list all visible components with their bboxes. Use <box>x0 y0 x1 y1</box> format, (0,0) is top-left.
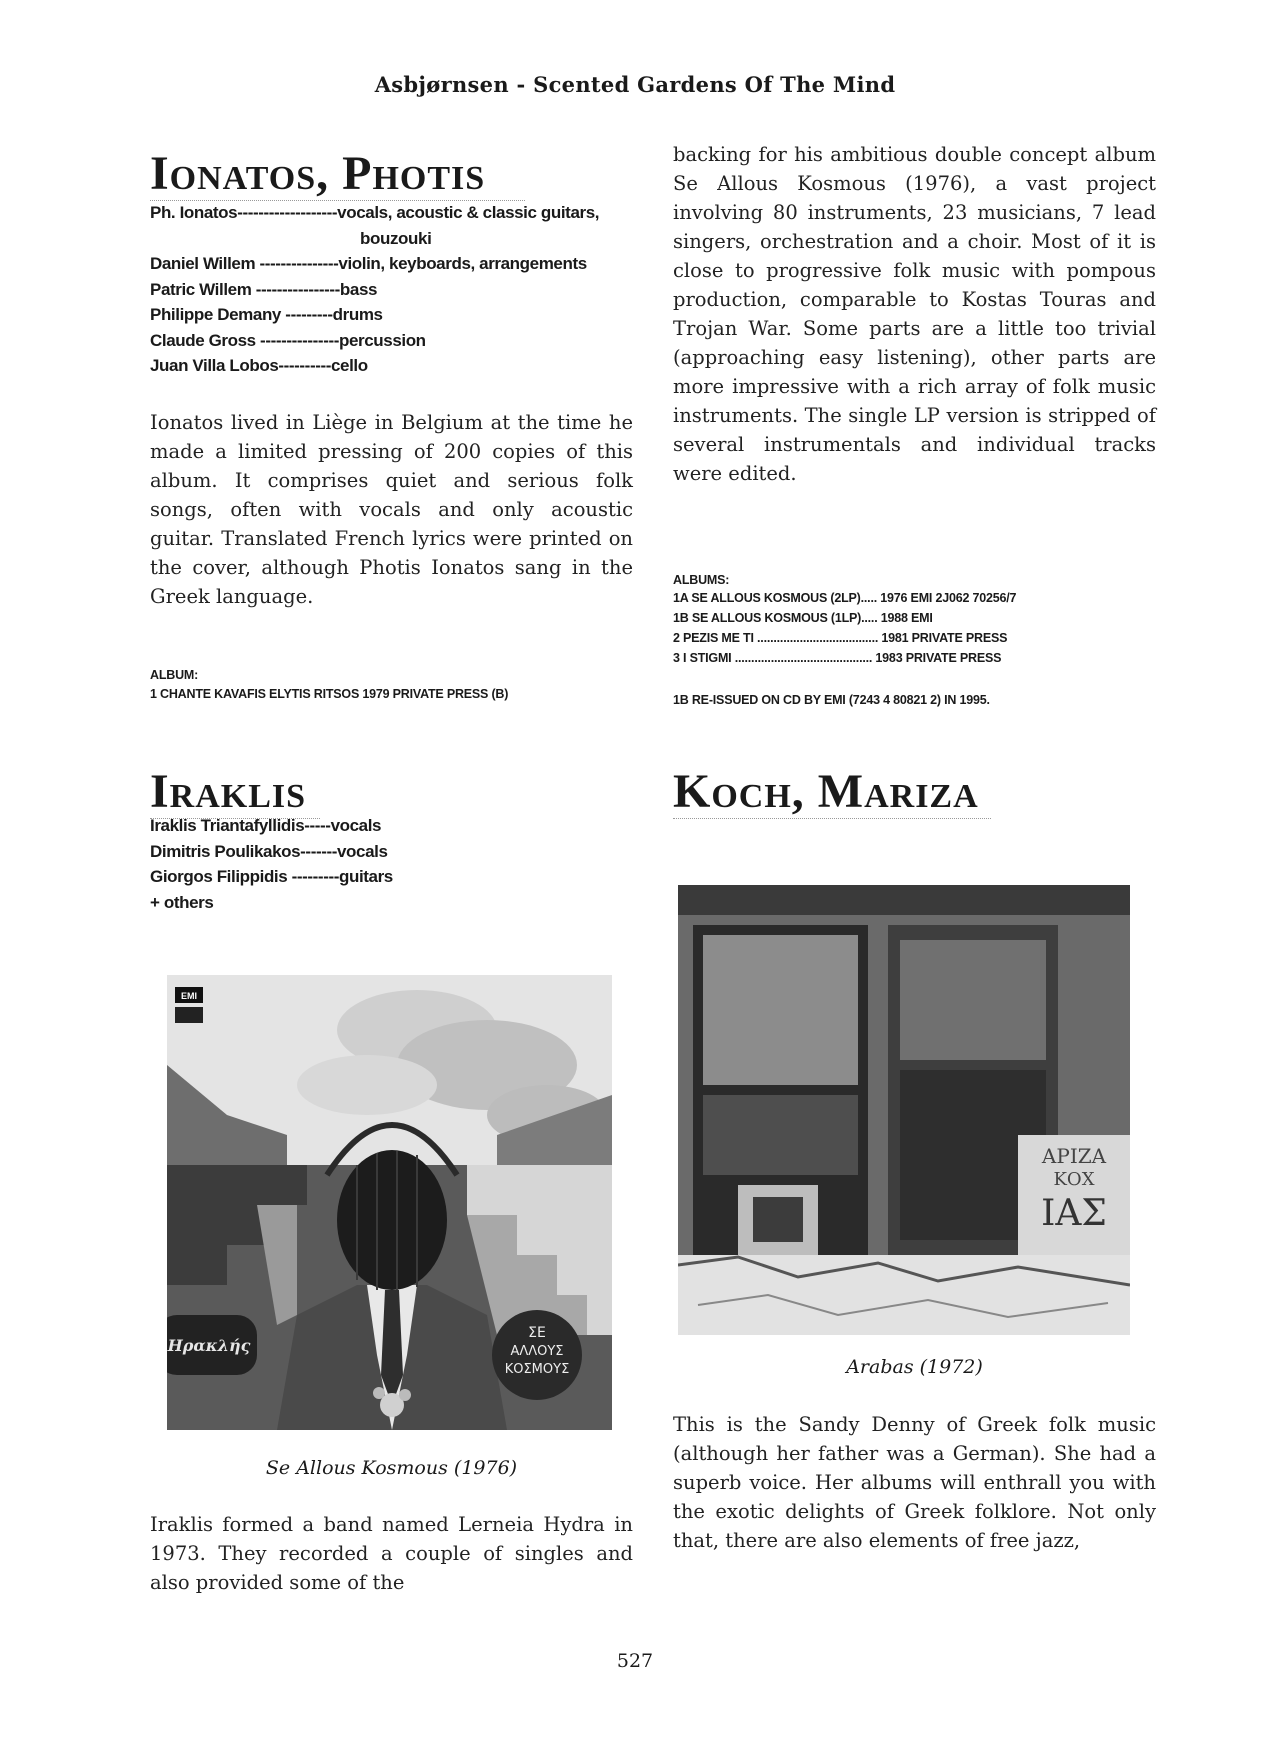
lineup-row: Juan Villa Lobos----------cello <box>150 356 368 375</box>
cover-title-line: ΚΟΣΜΟΥΣ <box>504 1362 570 1377</box>
cover-title-line: ΣΕ <box>528 1325 546 1341</box>
ionatos-title: Ionatos, Photis <box>150 150 525 201</box>
cover-sign-line: ΙΑΣ <box>1041 1193 1107 1234</box>
lineup-row: Patric Willem ----------------bass <box>150 279 378 299</box>
albums-list <box>673 588 1016 668</box>
ionatos-body: Ionatos lived in Liège in Belgium at the time he made a limited pressing of 200 copies of this album. It comprises quiet and serious folk songs, often with vocals and only acoustic guitar. Translated French lyrics were printed on the cover, although Photis Ionatos sang in the Greek language. <box>150 411 633 608</box>
iraklis-body: Iraklis formed a band named Lerneia Hydra in 1973. They recorded a couple of singles and also provided some of the <box>150 1513 633 1594</box>
running-header: Asbjørnsen - Scented Gardens Of The Mind <box>374 72 896 97</box>
koch-title: Koch, Mariza <box>673 768 991 819</box>
cover-band-name: Ηρακλής <box>167 1336 251 1355</box>
lineup-row: Ph. Ionatos-------------------vocals, acoustic & classic guitars, <box>150 203 600 222</box>
lineup-row: Claude Gross ---------------percussion <box>150 330 426 350</box>
album-row: 3 I STIGMI .......................................... 1983 PRIVATE PRESS <box>673 651 1002 665</box>
album-row: 1B SE ALLOUS KOSMOUS (1LP)..... 1988 EMI <box>673 611 933 625</box>
iraklis-title: Iraklis <box>150 768 320 819</box>
ionatos-lineup <box>150 200 620 379</box>
reissue-note: 1B RE-ISSUED ON CD BY EMI (7243 4 80821 2) IN 1995. <box>673 693 990 707</box>
lineup-row: Philippe Demany ---------drums <box>150 305 383 324</box>
albums-label: ALBUMS: <box>673 573 730 587</box>
page-number: 527 <box>616 1650 654 1672</box>
cover-sign-line: ΚΟΧ <box>1053 1169 1095 1190</box>
lineup-row: Daniel Willem ---------------violin, keyboards, arrangements <box>150 254 587 273</box>
koch-album-cover <box>678 885 1130 1335</box>
cover-sign-line: ΑΡΙΖΑ <box>1041 1144 1107 1168</box>
ionatos-album-label: ALBUM: <box>150 668 199 682</box>
album-row: 2 PEZIS ME TI ..................................... 1981 PRIVATE PRESS <box>673 631 1008 645</box>
emi-logo: EMI <box>180 991 198 1001</box>
lineup-row: Giorgos Filippidis ---------guitars <box>150 867 393 886</box>
ionatos-album: 1 CHANTE KAVAFIS ELYTIS RITSOS 1979 PRIVATE PRESS (B) <box>150 687 509 701</box>
koch-cover-caption: Arabas (1972) <box>846 1356 983 1378</box>
koch-body: This is the Sandy Denny of Greek folk music (although her father was a German). She had a superb voice. Her albums will enthrall you with the exotic delights of Greek folklore. Not only that, there are also elements of free jazz, <box>673 1413 1156 1552</box>
iraklis-album-cover <box>167 975 612 1430</box>
iraklis-cover-caption: Se Allous Kosmous (1976) <box>265 1457 518 1479</box>
iraklis-body-continued: backing for his ambitious double concept album Se Allous Kosmous (1976), a vast project involving 80 instruments, 23 musicians, 7 lead singers, orchestration and a choir. Most of it is close to progressive folk music with pompous production, comparable to Kostas Touras and Trojan War. Some parts are a little too trivial (approaching easy listening), other parts are more impressive with a rich array of folk music instruments. The single LP version is stripped of several instrumentals and individual tracks were edited. <box>673 143 1156 485</box>
cover-title-line: ΑΛΛΟΥΣ <box>510 1344 564 1359</box>
lineup-row: + others <box>150 892 214 912</box>
lineup-row: bouzouki <box>360 228 432 248</box>
album-row: 1A SE ALLOUS KOSMOUS (2LP)..... 1976 EMI 2J062 70256/7 <box>673 591 1017 605</box>
iraklis-lineup <box>150 813 450 915</box>
lineup-row: Dimitris Poulikakos-------vocals <box>150 841 388 861</box>
lineup-row: Iraklis Triantafyllidis-----vocals <box>150 816 382 835</box>
